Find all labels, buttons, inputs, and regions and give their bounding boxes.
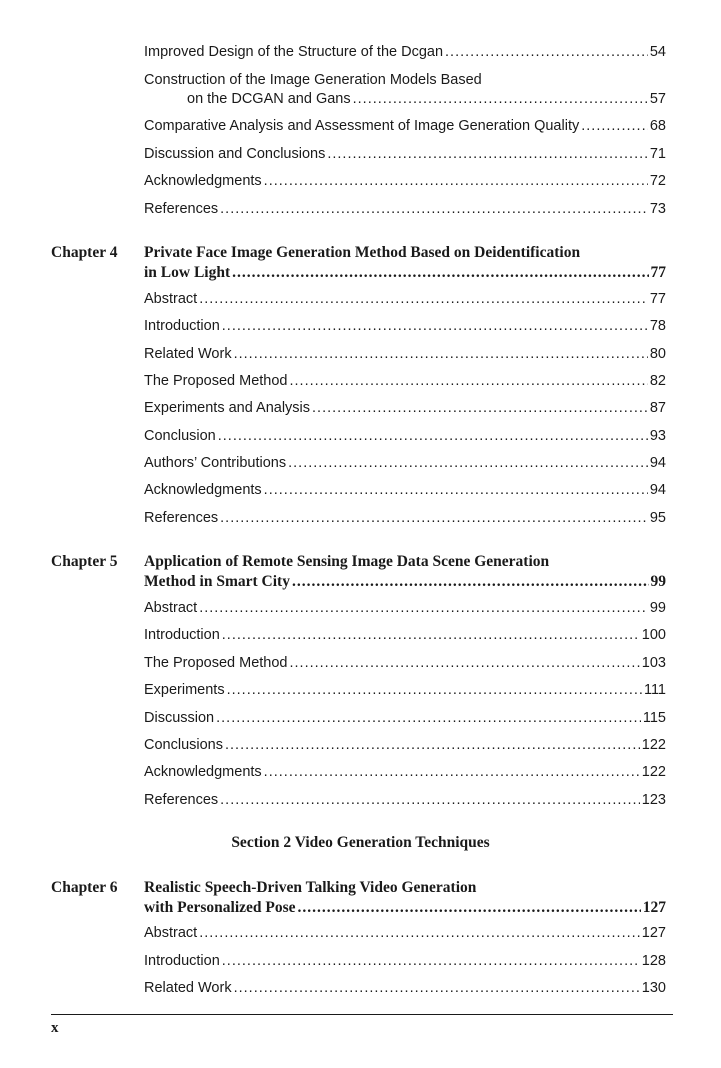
entry-title: Acknowledgments bbox=[144, 173, 262, 189]
dot-leader bbox=[232, 263, 648, 283]
dot-leader bbox=[289, 654, 639, 673]
entry-page: 68 bbox=[649, 118, 666, 134]
dot-leader bbox=[234, 345, 648, 364]
dot-leader bbox=[199, 599, 648, 618]
toc-entry bbox=[144, 481, 666, 500]
entry-title-continued: on the DCGAN and Gans bbox=[187, 91, 351, 107]
dot-leader bbox=[220, 791, 640, 810]
entry-page: 72 bbox=[649, 173, 666, 189]
toc-entry bbox=[144, 145, 666, 164]
entry-title: Acknowledgments bbox=[144, 764, 262, 780]
chapter-title bbox=[144, 243, 666, 282]
entry-page: 122 bbox=[641, 764, 666, 780]
entry-title: Improved Design of the Structure of the Dcgan bbox=[144, 44, 444, 60]
toc-entry bbox=[144, 681, 666, 700]
chapter-title-line: Application of Remote Sensing Image Data Scene Generation bbox=[144, 553, 550, 570]
toc-entry bbox=[144, 372, 666, 391]
chapter-label: Chapter 4 bbox=[51, 244, 118, 261]
dot-leader bbox=[216, 709, 641, 728]
entry-page: 80 bbox=[649, 346, 666, 362]
dot-leader bbox=[288, 454, 648, 473]
dot-leader bbox=[222, 952, 640, 971]
toc-entry bbox=[144, 117, 666, 136]
entry-page: 93 bbox=[649, 428, 666, 444]
entry-title: References bbox=[144, 792, 219, 808]
entry-page: 71 bbox=[649, 146, 666, 162]
entry-title: Conclusion bbox=[144, 428, 216, 444]
entry-title: Conclusions bbox=[144, 737, 223, 753]
entry-page: 77 bbox=[649, 291, 666, 307]
entry-page: 57 bbox=[649, 91, 666, 107]
entry-page: 100 bbox=[641, 627, 666, 643]
entry-page: 82 bbox=[649, 373, 666, 389]
toc-entry bbox=[144, 290, 666, 309]
toc-entry bbox=[144, 626, 666, 645]
entry-page: 73 bbox=[649, 201, 666, 217]
toc-entry bbox=[144, 200, 666, 219]
toc-entry bbox=[144, 952, 666, 971]
dot-leader bbox=[312, 399, 648, 418]
dot-leader bbox=[222, 626, 640, 645]
toc-entry bbox=[144, 509, 666, 528]
entry-title: Introduction bbox=[144, 627, 220, 643]
dot-leader bbox=[234, 979, 640, 998]
entry-page: 54 bbox=[649, 44, 666, 60]
entry-title: Construction of the Image Generation Models Based bbox=[144, 72, 482, 88]
entry-page: 115 bbox=[642, 710, 666, 726]
entry-title: Discussion bbox=[144, 710, 215, 726]
dot-leader bbox=[264, 481, 648, 500]
dot-leader bbox=[289, 372, 647, 391]
footer-rule bbox=[51, 1014, 673, 1015]
chapter-title bbox=[144, 878, 666, 917]
dot-leader bbox=[218, 427, 648, 446]
section-heading: Section 2 Video Generation Techniques bbox=[231, 834, 490, 851]
entry-page: 78 bbox=[649, 318, 666, 334]
entry-title: Abstract bbox=[144, 600, 198, 616]
chapter-title-line: with Personalized Pose bbox=[144, 898, 296, 916]
dot-leader bbox=[264, 172, 648, 191]
dot-leader bbox=[220, 200, 648, 219]
toc-entry bbox=[144, 763, 666, 782]
dot-leader bbox=[225, 736, 640, 755]
entry-title: References bbox=[144, 201, 219, 217]
toc-entry bbox=[144, 924, 666, 943]
entry-title: Introduction bbox=[144, 318, 220, 334]
dot-leader bbox=[292, 572, 649, 592]
dot-leader bbox=[220, 509, 648, 528]
dot-leader bbox=[199, 290, 648, 309]
entry-page: 128 bbox=[641, 953, 666, 969]
toc-entry bbox=[144, 454, 666, 473]
toc-entry bbox=[144, 172, 666, 191]
toc-entry bbox=[144, 791, 666, 810]
entry-page: 95 bbox=[649, 510, 666, 526]
entry-page: 94 bbox=[649, 482, 666, 498]
entry-page: 130 bbox=[641, 980, 666, 996]
chapter-title-line: in Low Light bbox=[144, 263, 231, 281]
dot-leader bbox=[199, 924, 640, 943]
toc-entry bbox=[144, 399, 666, 418]
entry-page: 111 bbox=[643, 682, 666, 698]
entry-title: The Proposed Method bbox=[144, 373, 288, 389]
entry-page: 94 bbox=[649, 455, 666, 471]
chapter-page: 77 bbox=[650, 263, 666, 281]
entry-title: Authors’ Contributions bbox=[144, 455, 287, 471]
entry-title: Experiments and Analysis bbox=[144, 400, 311, 416]
entry-title: Discussion and Conclusions bbox=[144, 146, 326, 162]
entry-title: References bbox=[144, 510, 219, 526]
entry-title: Related Work bbox=[144, 980, 232, 996]
entry-title: The Proposed Method bbox=[144, 655, 288, 671]
page-number: x bbox=[51, 1020, 59, 1036]
toc-entry bbox=[144, 71, 666, 109]
dot-leader bbox=[222, 317, 648, 336]
chapter-title bbox=[144, 552, 666, 591]
dot-leader bbox=[298, 898, 641, 918]
toc-entry bbox=[144, 345, 666, 364]
entry-title: Abstract bbox=[144, 291, 198, 307]
toc-entry bbox=[144, 427, 666, 446]
entry-page: 103 bbox=[641, 655, 666, 671]
toc-entry bbox=[144, 709, 666, 728]
chapter-page: 99 bbox=[650, 572, 666, 590]
toc-entry bbox=[144, 317, 666, 336]
chapter-title-line: Method in Smart City bbox=[144, 572, 290, 590]
entry-page: 122 bbox=[641, 737, 666, 753]
chapter-page: 127 bbox=[642, 898, 666, 916]
chapter-title-line: Private Face Image Generation Method Based on Deidentification bbox=[144, 244, 581, 261]
toc-entry bbox=[144, 736, 666, 755]
dot-leader bbox=[264, 763, 640, 782]
chapter-label: Chapter 5 bbox=[51, 553, 118, 570]
entry-title: Abstract bbox=[144, 925, 198, 941]
entry-title: Introduction bbox=[144, 953, 220, 969]
entry-title: Related Work bbox=[144, 346, 232, 362]
chapter-title-line: Realistic Speech-Driven Talking Video Generation bbox=[144, 879, 477, 896]
dot-leader bbox=[327, 145, 648, 164]
chapter-label: Chapter 6 bbox=[51, 879, 118, 896]
dot-leader bbox=[581, 117, 648, 136]
entry-title: Acknowledgments bbox=[144, 482, 262, 498]
toc-entry bbox=[144, 43, 666, 62]
entry-title: Experiments bbox=[144, 682, 225, 698]
dot-leader bbox=[445, 43, 648, 62]
toc-entry bbox=[144, 654, 666, 673]
entry-page: 87 bbox=[649, 400, 666, 416]
toc-entry bbox=[144, 599, 666, 618]
dot-leader bbox=[353, 90, 648, 109]
entry-page: 127 bbox=[641, 925, 666, 941]
toc-entry bbox=[144, 979, 666, 998]
entry-title: Comparative Analysis and Assessment of Image Generation Quality bbox=[144, 118, 580, 134]
dot-leader bbox=[227, 681, 642, 700]
entry-page: 123 bbox=[641, 792, 666, 808]
entry-page: 99 bbox=[649, 600, 666, 616]
